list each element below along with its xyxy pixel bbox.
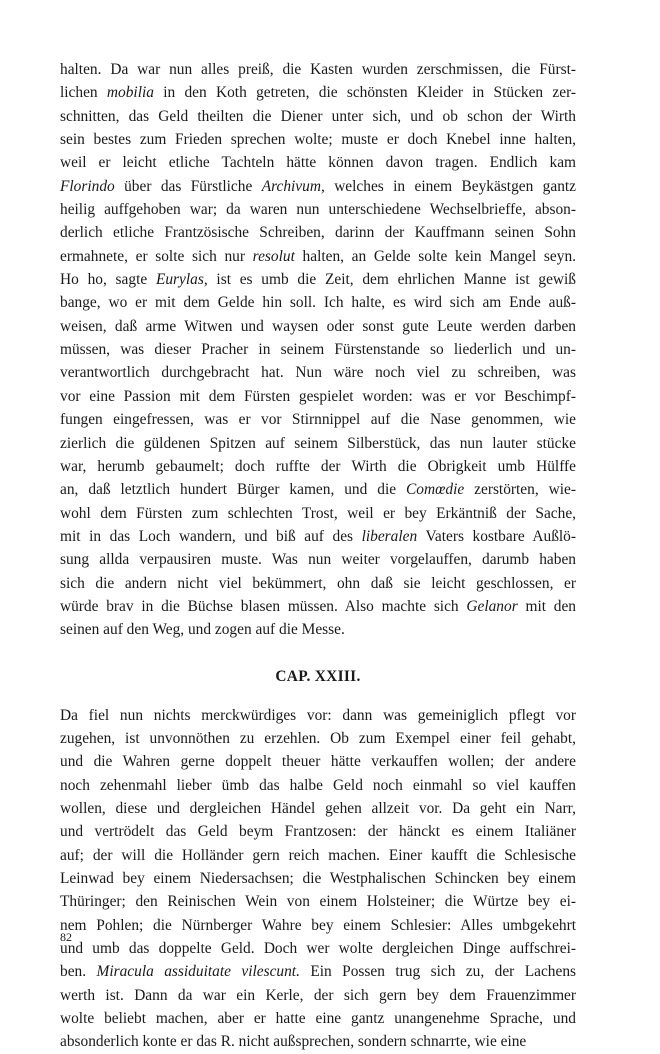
text-run: sung allda verpausiren muste. Was nun weiter vorgelauffen, darumb haben <box>60 551 576 569</box>
text-line <box>60 914 576 937</box>
text-line <box>60 221 576 244</box>
text-run: Leinwad bey einem Niedersachsen; die Westphalischen Schincken bey einem <box>60 870 576 887</box>
italic-term: Florindo <box>60 177 115 195</box>
text-line <box>60 245 576 268</box>
text-line <box>60 595 576 618</box>
italic-term: Comœdie <box>406 481 465 499</box>
text-line <box>60 1030 576 1053</box>
text-run: absonderlich konte er das R. nicht außsprechen, sondern schnarrte, wie eine <box>60 1033 527 1051</box>
italic-term: Gelanor <box>466 597 518 615</box>
text-run: wolte beliebt machen, aber er hatte eine gantz unangenehme Sprache, und <box>60 1010 576 1028</box>
text-line <box>60 844 576 867</box>
chapter-heading: CAP. XXIII. <box>275 667 361 685</box>
text-run: wohl dem Fürsten zum schlechten Trost, weil er bey Erkäntniß der Sache, <box>60 504 576 522</box>
text-run: noch zehenmahl lieber ümb das halbe Geld noch einmahl so viel kauffen <box>60 776 576 794</box>
text-run: war, herumb gebaumelt; doch ruffte der Wirth die Obrigkeit umb Hülffe <box>60 457 576 475</box>
text-line <box>60 338 576 361</box>
text-run: schnitten, das Geld theilten die Diener unter sich, und ob schon der Wirth <box>60 107 576 125</box>
text-run: nem Pohlen; die Nürnberger Wahre bey einem Schlesier: Alles umbgekehrt <box>60 916 576 934</box>
text-run: welches in einem Beykästgen gantz <box>324 177 576 195</box>
text-run: halten, an Gelde solte kein Mangel seyn. <box>294 247 576 265</box>
text-run: heilig auffgehoben war; da waren nun unterschiedene Wechselbrieffe, abson- <box>60 201 576 219</box>
italic-term: Miracula assiduitate vilescunt. <box>96 963 300 981</box>
text-line <box>60 1007 576 1030</box>
text-run: Vaters kostbare Außlö- <box>417 527 576 545</box>
text-run: in den Koth getreten, die schönsten Kleider in Stücken zer- <box>153 84 576 102</box>
text-line <box>60 268 576 291</box>
text-run: müssen, was dieser Pracher in seinem Fürstenstande so liederlich und un- <box>60 341 576 359</box>
text-run: mit den <box>517 597 576 615</box>
text-run: seinen auf den Weg, und zogen auf die Messe. <box>60 621 345 639</box>
text-line <box>60 291 576 314</box>
text-run: fungen eingefressen, was er vor Stirnnippel auf die Nase genommen, wie <box>60 411 576 429</box>
text-line <box>60 797 576 820</box>
text-run: lichen <box>60 84 107 102</box>
text-line <box>60 618 576 641</box>
italic-term: Eurylas, <box>155 271 208 289</box>
text-run: zierlich die güldenen Spitzen auf seinem Silberstück, das nun lauter stücke <box>60 434 576 452</box>
text-run: zugehen, ist unvonnöthen zu erzehlen. Ob zum Exempel einer feil gehabt, <box>60 729 576 747</box>
text-line <box>60 548 576 571</box>
text-line <box>60 151 576 174</box>
text-run: ermahnete, er solte sich nur <box>60 247 253 265</box>
text-line <box>60 128 576 151</box>
italic-term: resolut <box>252 247 295 265</box>
body-paragraph <box>60 704 576 1054</box>
text-line <box>60 175 576 198</box>
italic-term: liberalen <box>361 527 418 545</box>
text-run: und die Wahren gerne doppelt theuer hätte verkauffen wollen; der andere <box>60 753 576 771</box>
text-line <box>60 937 576 960</box>
text-run: ist es umb die Zeit, dem ehrlichen Manne ist gewiß <box>207 271 576 289</box>
text-line <box>60 750 576 773</box>
text-run: derlich etliche Frantzösische Schreiben, darinn der Kauffmann seinen Sohn <box>60 224 576 242</box>
body-paragraph <box>60 58 576 642</box>
text-line <box>60 315 576 338</box>
text-run: zerstörten, wie- <box>464 481 576 499</box>
text-run: verantwortlich durchgebracht hat. Nun wäre noch viel zu schreiben, was <box>60 364 576 382</box>
text-run: Ho ho, sagte <box>60 271 156 289</box>
page-body <box>60 58 576 1054</box>
text-line <box>60 502 576 525</box>
text-run: an, daß letztlich hundert Bürger kamen, und die <box>60 481 407 499</box>
text-run: halten. Da war nun alles preiß, die Kasten wurden zerschmissen, die Fürst- <box>60 61 576 78</box>
text-line <box>60 105 576 128</box>
text-line <box>60 984 576 1007</box>
text-line <box>60 361 576 384</box>
text-run: Thüringer; den Reinischen Wein von einem Holsteiner; die Würtze bey ei- <box>60 893 576 911</box>
text-run: werth ist. Dann da war ein Kerle, der sich gern bey dem Frauenzimmer <box>60 986 576 1004</box>
text-line <box>60 867 576 890</box>
text-run: bange, wo er mit dem Gelde hin soll. Ich halte, es wird sich am Ende auß- <box>60 294 576 312</box>
text-run: würde brav in die Büchse blasen müssen. Also machte sich <box>60 597 467 615</box>
text-line <box>60 890 576 913</box>
text-run: über das Fürstliche <box>114 177 262 195</box>
text-line <box>60 820 576 843</box>
text-line <box>60 960 576 983</box>
text-run: vor eine Passion mit dem Fürsten gespielet worden: was er vor Beschimpf- <box>60 387 576 405</box>
text-run: mit in das Loch wandern, und biß auf des <box>60 527 362 545</box>
text-line <box>60 81 576 104</box>
text-line <box>60 704 576 727</box>
text-run: auf; der will die Holländer gern reich machen. Einer kaufft die Schlesische <box>60 846 576 864</box>
text-line <box>60 408 576 431</box>
text-line <box>60 385 576 408</box>
text-line <box>60 525 576 548</box>
text-run: wollen, diese und dergleichen Händel gehen allzeit vor. Da geht ein Narr, <box>60 799 576 817</box>
text-run: weil er leicht etliche Tachteln hätte können davon tragen. Endlich kam <box>60 154 576 172</box>
text-run: und umb das doppelte Geld. Doch wer wolte dergleichen Dinge auffschrei- <box>60 940 576 958</box>
text-run: sich die andern nicht viel bekümmert, ohn daß sie leicht geschlossen, er <box>60 574 576 592</box>
text-line <box>60 455 576 478</box>
text-line <box>60 727 576 750</box>
text-line <box>60 432 576 455</box>
text-line <box>60 774 576 797</box>
text-line <box>60 478 576 501</box>
text-run: ben. <box>60 963 97 981</box>
text-run: und vertrödelt das Geld beym Frantzosen: der hänckt es einem Italiäner <box>60 823 576 841</box>
text-run: sein bestes zum Frieden sprechen wolte; muste er doch Knebel inne halten, <box>60 131 576 149</box>
text-line <box>60 58 576 81</box>
text-run: weisen, daß arme Witwen und waysen oder sonst gute Leute werden darben <box>60 317 576 335</box>
text-line <box>60 198 576 221</box>
italic-term: mobilia <box>106 84 154 102</box>
text-line <box>60 572 576 595</box>
italic-term: Archivum, <box>261 177 325 195</box>
page-number: 82 <box>60 930 72 944</box>
text-run: Ein Possen trug sich zu, der Lachens <box>299 963 576 981</box>
text-run: Da fiel nun nichts merckwürdiges vor: dann was gemeiniglich pflegt vor <box>60 706 576 724</box>
